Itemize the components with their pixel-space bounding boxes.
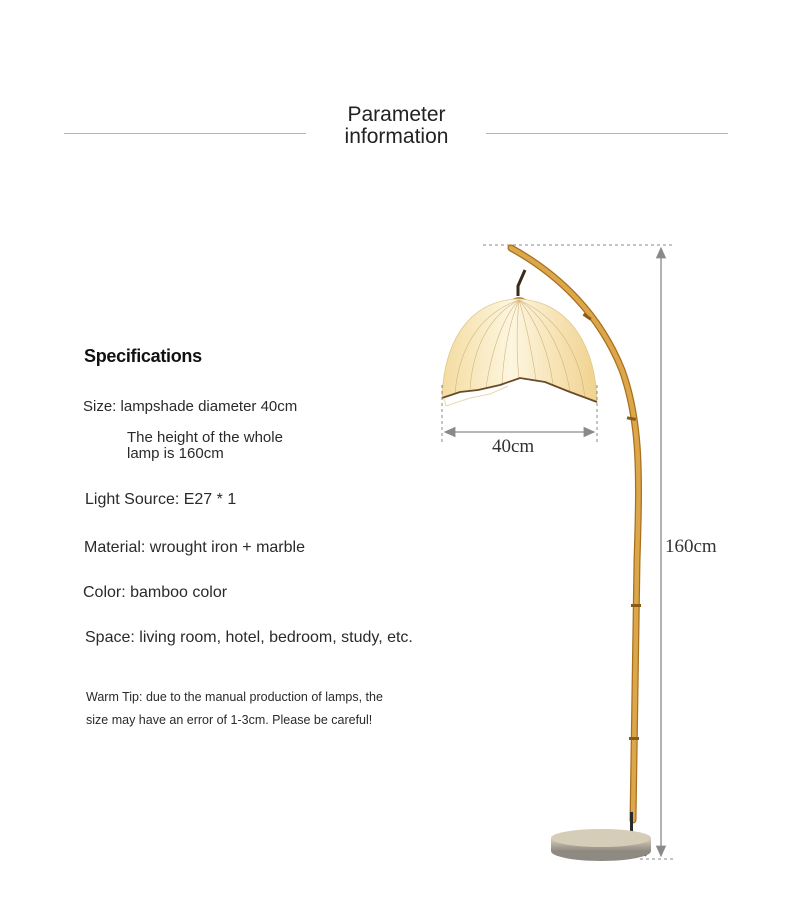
spec-height-line2: lamp is 160cm — [127, 445, 224, 462]
spec-space: Space: living room, hotel, bedroom, study, etc. — [85, 629, 413, 646]
spec-light-source: Light Source: E27 * 1 — [85, 491, 237, 508]
warm-tip-line1: Warm Tip: due to the manual production of lamps, the — [86, 690, 383, 704]
page-title-line1: Parameter — [347, 103, 446, 126]
shade-width-label: 40cm — [492, 436, 535, 457]
spec-height-line1: The height of the whole — [127, 429, 283, 446]
spec-color: Color: bamboo color — [83, 584, 228, 601]
height-label: 160cm — [665, 536, 717, 557]
page-title-line2: information — [344, 125, 449, 148]
hanging-arm — [518, 270, 525, 296]
marble-base-top — [551, 829, 651, 847]
specifications-heading: Specifications — [84, 346, 202, 366]
spec-size: Size: lampshade diameter 40cm — [83, 398, 298, 415]
warm-tip-line2: size may have an error of 1-3cm. Please be careful! — [86, 713, 373, 727]
spec-material: Material: wrought iron + marble — [84, 539, 305, 556]
